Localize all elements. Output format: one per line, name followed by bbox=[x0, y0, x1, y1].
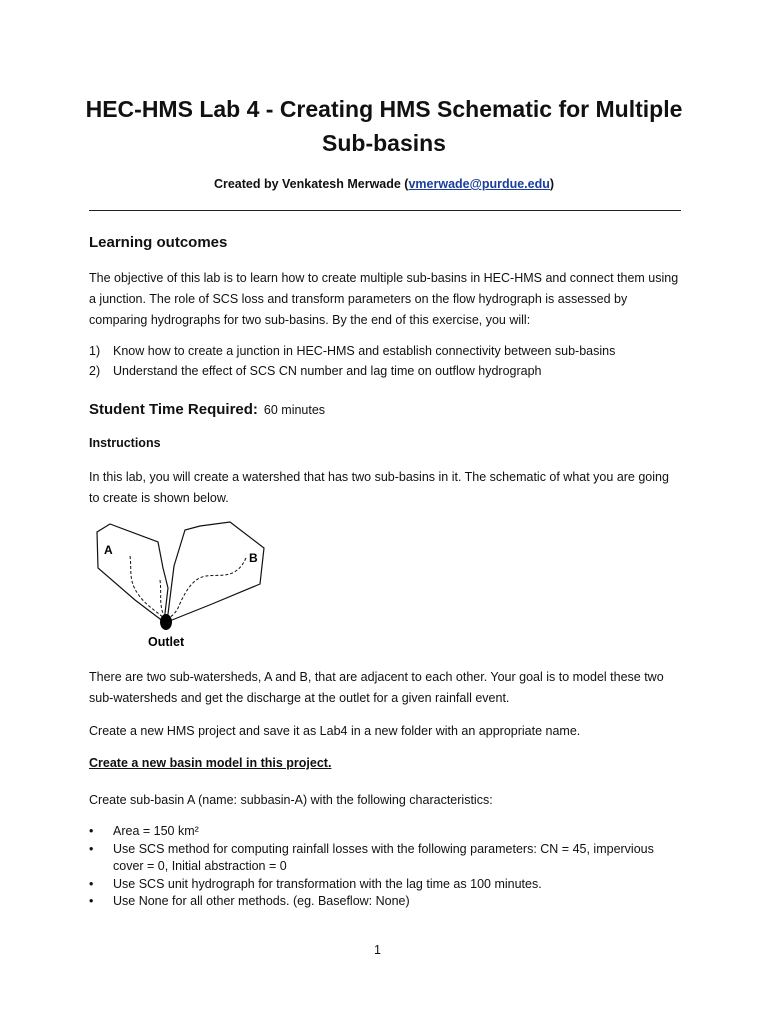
instructions-paragraph-3: Create a new HMS project and save it as Lab4 in a new folder with an appropriate name. bbox=[89, 724, 581, 738]
bullet-item-4 bbox=[89, 893, 681, 910]
time-required-line bbox=[89, 401, 325, 419]
bullet-dot: • bbox=[89, 824, 94, 838]
bullet-text: Use SCS unit hydrograph for transformation with the lag time as 100 minutes. bbox=[113, 877, 542, 891]
author-prefix: Created by Venkatesh Merwade ( bbox=[213, 177, 409, 191]
label-a: A bbox=[104, 543, 113, 557]
author-suffix: ) bbox=[549, 177, 555, 191]
bullet-dot: • bbox=[89, 894, 94, 908]
bullet-dot: • bbox=[89, 842, 94, 856]
bullet-item-2 bbox=[89, 841, 681, 875]
author-email-link[interactable]: vmerwade@purdue.edu bbox=[408, 177, 550, 191]
subbasin-b-stream bbox=[166, 558, 246, 620]
bullet-item-1 bbox=[89, 823, 681, 840]
author-line bbox=[80, 177, 688, 191]
subbasin-b-boundary bbox=[167, 522, 264, 622]
header-divider bbox=[89, 210, 681, 211]
instructions-paragraph-2: There are two sub-watersheds, A and B, that are adjacent to each other. Your goal is to model these two sub-watersheds and get the discharge at the outlet for a given rainfall event. bbox=[89, 670, 664, 705]
outlet-point bbox=[160, 614, 172, 630]
instructions-paragraph-1: In this lab, you will create a watershed that has two sub-basins in it. The schematic of what you are going to create is shown below. bbox=[89, 470, 669, 505]
bullet-text: Area = 150 km² bbox=[113, 824, 199, 838]
outcome-number: 2) bbox=[89, 364, 101, 378]
learning-intro-paragraph: The objective of this lab is to learn how to create multiple sub-basins in HEC-HMS and connect them using a junction. The role of SCS loss and transform parameters on the flow hydrograph is assessed by comparing hydrographs for two sub-basins. By the end of this exercise, you will: bbox=[89, 271, 679, 327]
outcome-text: Know how to create a junction in HEC-HMS and establish connectivity between sub-basins bbox=[113, 344, 616, 358]
document-title: HEC-HMS Lab 4 - Creating HMS Schematic for Multiple Sub-basins bbox=[85, 96, 683, 156]
instructions-paragraph-4: Create sub-basin A (name: subbasin-A) with the following characteristics: bbox=[89, 793, 493, 807]
bullet-text: Use None for all other methods. (eg. Baseflow: None) bbox=[113, 894, 410, 908]
page-number: 1 bbox=[374, 943, 381, 957]
subbasin-a-boundary bbox=[97, 524, 168, 622]
instructions-heading: Instructions bbox=[89, 436, 161, 450]
outcome-text: Understand the effect of SCS CN number and lag time on outflow hydrograph bbox=[113, 364, 542, 378]
label-outlet: Outlet bbox=[148, 635, 185, 649]
time-required-value: 60 minutes bbox=[263, 403, 326, 417]
bullet-item-3 bbox=[89, 876, 681, 893]
outcome-item-2 bbox=[89, 364, 542, 378]
learning-outcomes-heading: Learning outcomes bbox=[89, 234, 228, 251]
watershed-schematic bbox=[88, 518, 288, 658]
bullet-text: Use SCS method for computing rainfall losses with the following parameters: CN = 45, impervious cover = 0, Initial abstraction = 0 bbox=[113, 842, 654, 873]
bullet-dot: • bbox=[89, 877, 94, 891]
outcome-item-1 bbox=[89, 344, 615, 358]
outcome-number: 1) bbox=[89, 344, 101, 358]
label-b: B bbox=[249, 551, 258, 565]
time-required-label: Student Time Required: bbox=[89, 401, 258, 418]
basin-model-heading: Create a new basin model in this project. bbox=[89, 756, 332, 770]
